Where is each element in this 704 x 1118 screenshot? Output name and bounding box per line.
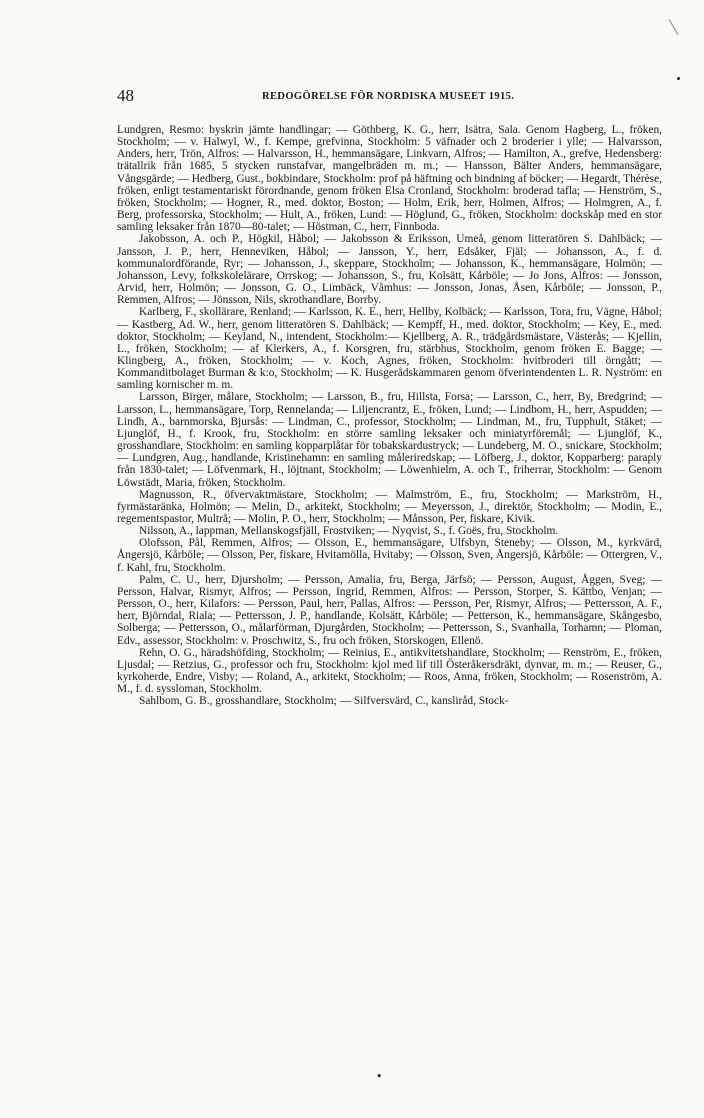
scan-mark — [669, 19, 679, 35]
scan-dot — [677, 77, 680, 80]
paragraph-l: Larsson, Birger, målare, Stockholm; — Larsson, B., fru, Hillsta, Forsa; — Larsson, C., herr, By, Bredgrind; — Larsson, L., hemmansägare, Torp, Rennelanda; — Liljencrantz, E., fröken, Lund; — Lindbom, H., herr, Aspudden; — Lindh, A., barnmorska, Bjursås: — Lindman, C., professor, Stockholm; — Lindman, M., fru, Tupphult, Stäket; — Ljunglöf, H., f. Krook, fru, Stockholm: en större samling leksaker och miniatyrföremål; — Ljunglöf, K., grosshandlare, Stockholm: en samling kopparplåtar för tobakskardustryck; — Lundeberg, M. O., snickare, Stockholm; — Lundgren, Aug., handlande, Kristinehamn: en samling måleriredskap; — Löfberg, J., doktor, Kopparberg: paraply från 1830-talet; — Löfvenmark, H., löjtnant, Stockholm; — Löwenhielm, A. och T., friherrar, Stockholm: — Genom Löwstädt, Maria, fröken, Stockholm. — [117, 391, 662, 489]
page-header — [117, 86, 661, 108]
page-number: 48 — [117, 86, 134, 105]
donor-list-text — [117, 124, 662, 974]
running-title: REDOGÖRELSE FÖR NORDISKA MUSEET 1915. — [262, 91, 515, 102]
paragraph-o: Olofsson, Pål, Remmen, Alfros; — Olsson, E., hemmansägare, Ulfsbyn, Steneby; — Olsson, M., kyrkvärd, Ångersjö, Kårböle; — Olsson, Per, fiskare, Hvitamölla, Hvitaby; — Olsson, Sven, Ångersjö, Kårböle: — Ottergren, V., f. Kahl, fru, Stockholm. — [117, 537, 662, 574]
paragraph-r: Rehn, O. G., häradshöfding, Stockholm; — Reinius, E., antikvitetshandlare, Stockholm; — Renström, E., fröken, Ljusdal; — Retzius, G., professor och fru, Stockholm: kjol med lif till Österåkersdräkt, dynvar, m. m.; — Reuser, G., kyrkoherde, Endre, Visby; — Roland, A., arkitekt, Stockholm; — Roos, Anna, fröken, Stockholm; — Rosenström, A. M., f. d. syssloman, Stockholm. — [117, 646, 662, 696]
paragraph-g-h: Lundgren, Resmo: byskrin jämte handlingar; — Göthberg, K. G., herr, Isätra, Sala. Genom Hagberg, L., fröken, Stockholm; — v. Halwyl, W., f. Kempe, grefvinna, Stockholm: 5 väfnader och 2 broderier i ylle; — Halvarsson, Anders, herr, Trön, Alfros: — Halvarsson, H., hemmansägare, Linkvarn, Alfros; — Hamilton, A., grefve, Hedensberg: trätallrik från 1685, 5 stycken runstafvar, mangelbräden m. m.; — Hansson, Bälter Anders, hemmansägare, Vångsgärde; — Hedberg, Gust., bokbindare, Stockholm: prof på häftning och bindning af böcker; — Hegardt, Thérèse, fröken, enligt testamentariskt förordnande, genom fröken Elsa Cronland, Stockholm: broderad tafla; — Henström, S., fröken, Stockholm; — Hogner, R., med. doktor, Boston; — Holm, Erik, herr, Holmen, Alfros; — Holmgren, A., f. Berg, professorska, Stockholm; — Hult, A., fröken, Lund: — Höglund, G., fröken, Stockholm: dockskåp med en stor samling leksaker från 1870—80-talet; — Höstman, C., herr, Finnboda. — [117, 124, 662, 234]
paragraph-p: Palm, C. U., herr, Djursholm; — Persson, Amalia, fru, Berga, Järfsö; — Persson, August, Åggen, Sveg; — Persson, Halvar, Rismyr, Alfros; — Persson, Ingrid, Remmen, Alfros: — Persson, Storper, S. Kättbo, Venjan; — Persson, O., herr, Kilafors: — Persson, Paul, herr, Pallas, Alfros: — Persson, Per, Rismyr, Alfros; — Pettersson, A. F., herr, Björndal, Riala; — Pettersson, J. P., handlande, Kolsätt, Kårböle; — Petterson, K., hemmansägare, Skångesbo, Solberga; — Pettersson, O., målarförman, Djurgården, Stockholm; — Pettersson, S., Svanhalla, Torhamn; — Ploman, Edv., assessor, Stockholm: v. Proschwitz, S., fru och fröken, Storskogen, Ellenö. — [117, 573, 662, 647]
paragraph-s: Sahlbom, G. B., grosshandlare, Stockholm; — Silfversvärd, C., kansliråd, Stock- — [139, 695, 509, 708]
paragraph-n: Nilsson, A., lappman, Mellanskogsfjäll, Frostviken; — Nyqvist, S., f. Goës, fru, Stockholm. — [139, 525, 559, 538]
footer-mark: • — [376, 1070, 383, 1083]
paragraph-k: Karlberg, F., skollärare, Renland; — Karlsson, K. E., herr, Hellby, Kolbäck; — Karlsson, Tora, fru, Vägne, Håbol; — Kastberg, Ad. W., herr, genom litteratören S. Dahlbäck; — Kempff, H., med. doktor, Stockholm; — Key, E., med. doktor, Stockholm; — Keyland, N., intendent, Stockholm:— Kjellberg, A. R., trädgårdsmästare, Västerås; — Kjellin, L., fröken, Stockholm; — af Klerkers, A., f. Korsgren, fru, stärbhus, Stockholm, genom fröken E. Bagge; — Klingberg, A., fröken, Stockholm; — v. Koch, Agnes, fröken, Stockholm: hvitbroderi till örngått; — Kommanditbolaget Burman & k:o, Stockholm; — K. Husgerådskammaren genom öfverintendenten L. R. Nyström: en samling kornischer m. m. — [117, 306, 662, 392]
paragraph-j: Jakobsson, A. och P., Högkil, Håbol; — Jakobsson & Eriksson, Umeå, genom litteratören S. Dahlbäck; — Jansson, J. P., herr, Henneviken, Håbol; — Jansson, Y., herr, Edsåker, Fjäl; — Johansson, A., f. d. kommunalordförande, Ryr; — Johansson, J., skeppare, Stockholm; — Johansson, K., hemmansägare, Holmön; — Johansson, Levy, folkskolelärare, Orrskog; — Johansson, S., fru, Kolsätt, Kårböle; — Jo Jons, Alfros: — Jonsson, Arvid, herr, Holmön; — Jonsson, G. O., Limbäck, Våmhus: — Jonsson, Jonas, Åsen, Kårböle; — Jonsson, P., Remmen, Alfros; — Jönsson, Nils, skrothandlare, Borrby. — [117, 233, 662, 307]
paragraph-m: Magnusson, R., öfvervaktmästare, Stockholm; — Malmström, E., fru, Stockholm; — Markström, H., fyrmästaränka, Holmön; — Melin, D., arkitekt, Stockholm; — Meyersson, J., direktör, Stockholm; — Modin, E., regementspastor, Multrå; — Molin, P. O., herr, Stockholm; — Månsson, Per, fiskare, Kivik. — [117, 488, 662, 525]
